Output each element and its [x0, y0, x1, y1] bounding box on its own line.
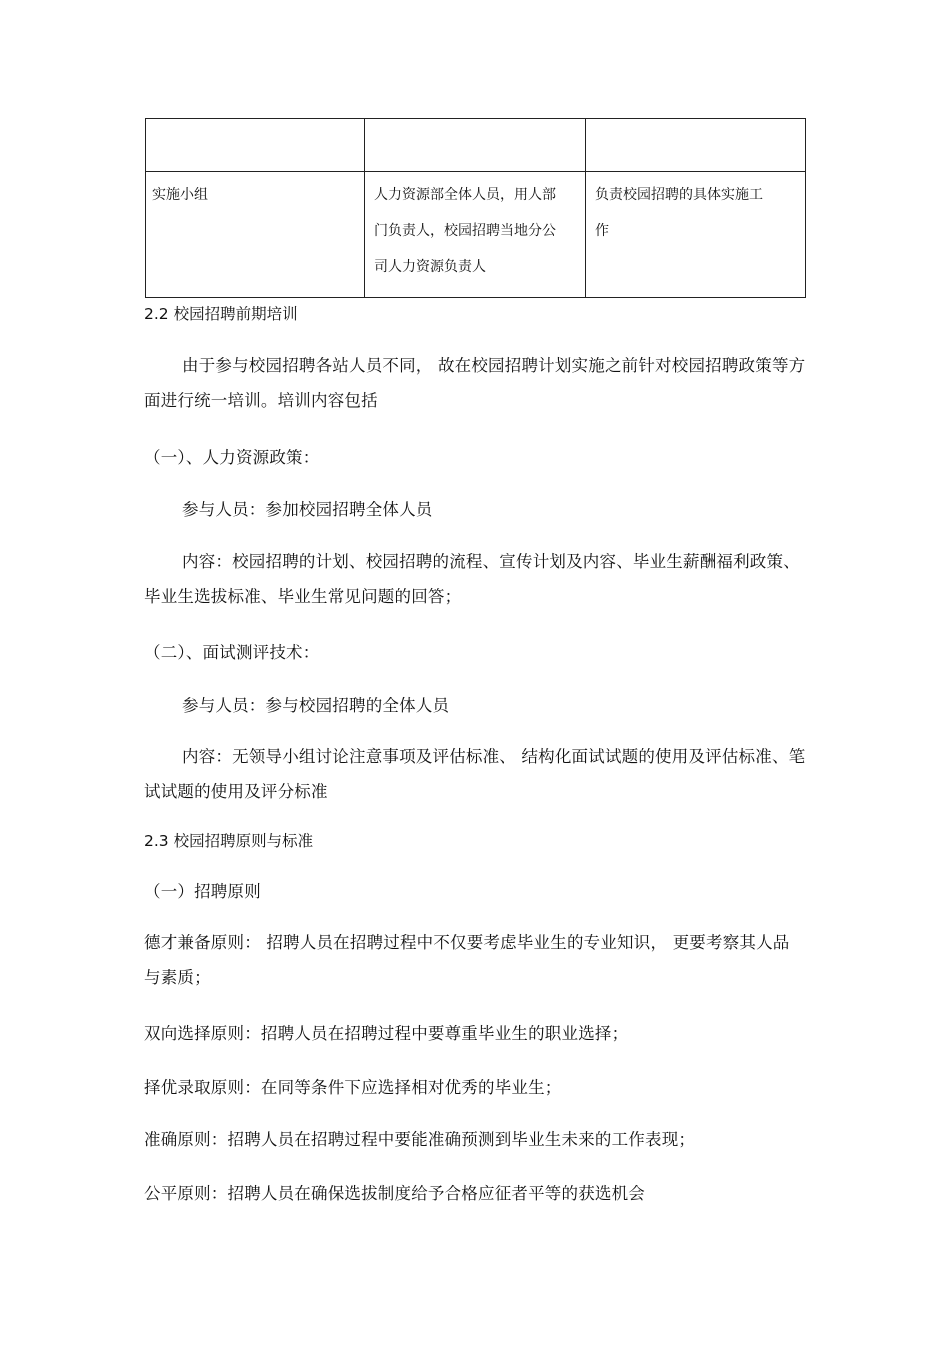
table-cell	[586, 119, 806, 172]
principle-item: 准确原则：招聘人员在招聘过程中要能准确预测到毕业生未来的工作表现；	[144, 1130, 696, 1149]
part-two-title: （二）、面试测评技术：	[144, 643, 320, 662]
section-heading-2-2: 2.2 校园招聘前期培训	[144, 305, 298, 323]
intro-paragraph: 由于参与校园招聘各站人员不同， 故在校园招聘计划实施之前针对校园招聘政策等方面进行统一培训。培训内容包括	[144, 356, 806, 410]
principles-subtitle: （一）招聘原则	[144, 882, 261, 901]
table-row	[146, 172, 806, 298]
table-cell	[365, 119, 586, 172]
responsibility-table	[145, 118, 806, 298]
group-members: 人力资源部全体人员，用人部门负责人，校园招聘当地分公司人力资源负责人	[374, 187, 556, 275]
section-heading-2-3: 2.3 校园招聘原则与标准	[144, 832, 314, 850]
part-one-participants: 参与人员：参加校园招聘全体人员	[182, 500, 433, 519]
principle-item: 双向选择原则：招聘人员在招聘过程中要尊重毕业生的职业选择；	[144, 1024, 629, 1043]
table-cell-members	[365, 172, 586, 298]
part-two-participants: 参与人员：参与校园招聘的全体人员	[182, 696, 450, 715]
principle-item: 公平原则：招聘人员在确保选拔制度给予合格应征者平等的获选机会	[144, 1184, 645, 1203]
principle-item: 择优录取原则：在同等条件下应选择相对优秀的毕业生；	[144, 1078, 562, 1097]
group-name: 实施小组	[152, 187, 208, 203]
table-cell	[146, 119, 365, 172]
principle-item: 德才兼备原则： 招聘人员在招聘过程中不仅要考虑毕业生的专业知识， 更要考察其人品与素质；	[144, 933, 790, 987]
part-one-content: 内容：校园招聘的计划、校园招聘的流程、宣传计划及内容、毕业生薪酬福利政策、毕业生选拔标准、毕业生常见问题的回答；	[144, 552, 800, 606]
part-one-title: （一）、人力资源政策：	[144, 448, 320, 467]
part-two-content: 内容：无领导小组讨论注意事项及评估标准、 结构化面试试题的使用及评估标准、笔试试题的使用及评分标准	[144, 747, 806, 801]
table-cell-duty	[586, 172, 806, 298]
group-duty: 负责校园招聘的具体实施工作	[595, 187, 763, 239]
table-cell-group	[146, 172, 365, 298]
table-row	[146, 119, 806, 172]
